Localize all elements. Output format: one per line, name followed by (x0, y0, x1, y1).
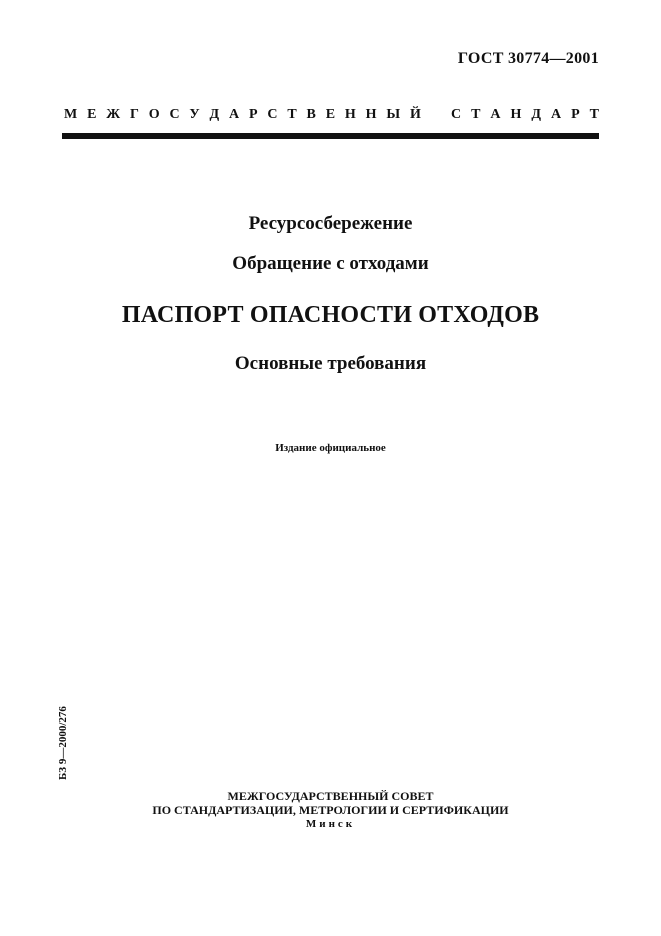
header-letter: О (148, 107, 160, 122)
header-letter: А (490, 107, 501, 122)
header-letter: В (306, 107, 316, 122)
header-letter: Д (531, 107, 541, 122)
header-letter: А (229, 107, 240, 122)
title-line-resource-saving: Ресурсосбережение (248, 213, 413, 234)
header-letter: М (64, 107, 78, 122)
header-letter: С (267, 107, 278, 122)
subtitle: Основные требования (234, 353, 427, 374)
header-rule (62, 133, 599, 139)
header-letter: Н (365, 107, 377, 122)
title-line-waste-handling: Обращение с отходами (232, 253, 429, 274)
header-letter: Е (87, 107, 97, 122)
edition-note: Издание официальное (275, 442, 386, 454)
header-letter: Ы (386, 107, 401, 122)
header-letter: У (189, 107, 200, 122)
header-letter: Р (248, 107, 258, 122)
standard-number: ГОСТ 30774—2001 (457, 50, 599, 67)
header-letter: Д (209, 107, 220, 122)
publisher-city: Минск (305, 818, 356, 830)
header-word-interstate (64, 107, 421, 123)
header-letter: С (169, 107, 180, 122)
header-word-standard (451, 107, 599, 123)
main-title: ПАСПОРТ ОПАСНОСТИ ОТХОДОВ (121, 302, 540, 328)
header-letter: Й (409, 107, 421, 122)
side-catalog-code: БЗ 9—2000/276 (57, 706, 69, 780)
header-letter: А (550, 107, 562, 122)
publisher-line-1: МЕЖГОСУДАРСТВЕННЫЙ СОВЕТ (227, 789, 434, 803)
header-letter: Ж (106, 107, 121, 122)
publisher-line-2: ПО СТАНДАРТИЗАЦИИ, МЕТРОЛОГИИ И СЕРТИФИКАЦИИ (152, 803, 509, 817)
header-letter: Т (589, 107, 599, 122)
header-letter: Т (287, 107, 297, 122)
header-letter: Г (129, 107, 139, 122)
header-letter: Е (325, 107, 336, 122)
header-letter: С (451, 107, 462, 122)
standard-type-header (64, 107, 599, 123)
header-letter: Н (344, 107, 356, 122)
header-letter: Н (510, 107, 522, 122)
header-letter: Т (471, 107, 481, 122)
header-letter: Р (571, 107, 580, 122)
